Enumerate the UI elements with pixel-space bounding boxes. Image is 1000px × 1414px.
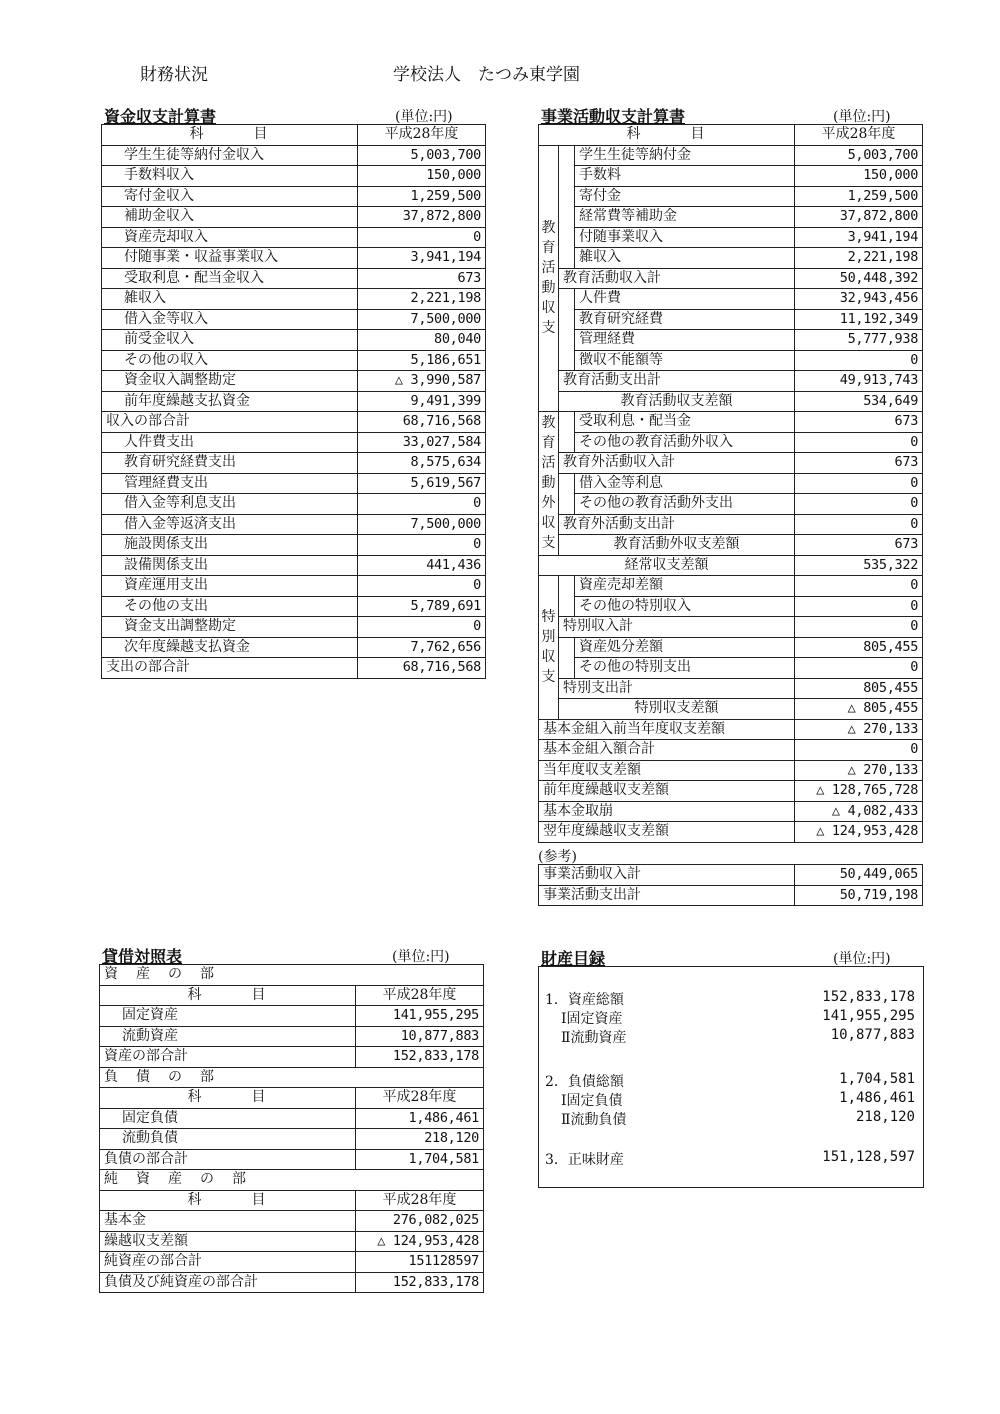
balance-row xyxy=(539,391,923,412)
liabilities-total-row-value: 1,704,581 xyxy=(356,1149,484,1170)
cash-flow-title: 資金収支計算書 xyxy=(104,107,217,126)
activity-title: 事業活動収支計算書 xyxy=(541,107,686,126)
summary-row xyxy=(539,801,923,822)
liabilities-section-header xyxy=(100,1067,484,1088)
item-value: 441,436 xyxy=(358,555,486,576)
reference-label: (参考) xyxy=(538,849,577,865)
summary-row xyxy=(539,719,923,740)
column-header-item: 科 目 xyxy=(539,125,795,146)
item-label: その他の特別収入 xyxy=(575,596,795,617)
summary-label: 基本金組入前当年度収支差額 xyxy=(539,719,795,740)
item-label: 前受金収入 xyxy=(102,330,358,351)
table-row xyxy=(100,1026,484,1047)
inventory-item-value: 151,128,597 xyxy=(822,1149,915,1165)
subtotal-value: 673 xyxy=(795,453,923,474)
item-label: 学生生徒等納付金収入 xyxy=(102,145,358,166)
item-label: 教育研究経費支出 xyxy=(102,453,358,474)
item-label: 人件費 xyxy=(575,289,795,310)
column-header-row xyxy=(100,1190,484,1211)
item-label: 繰越収支差額 xyxy=(100,1231,356,1252)
item-value: 1,486,461 xyxy=(356,1108,484,1129)
table-row xyxy=(102,432,486,453)
summary-label: 基本金組入額合計 xyxy=(539,740,795,761)
table-row xyxy=(539,166,923,187)
item-value: 7,500,000 xyxy=(358,309,486,330)
item-value: 8,575,634 xyxy=(358,453,486,474)
inventory-item-label: 1．資産総額 xyxy=(545,992,624,1008)
item-label: 次年度繰越支払資金 xyxy=(102,637,358,658)
item-value: 0 xyxy=(358,617,486,638)
subtotal-label: 教育活動支出計 xyxy=(559,371,795,392)
item-value: 150,000 xyxy=(795,166,923,187)
item-label: 借入金等返済支出 xyxy=(102,514,358,535)
table-row xyxy=(102,371,486,392)
subtotal-value: 50,448,392 xyxy=(795,268,923,289)
reference-value: 50,719,198 xyxy=(795,885,923,906)
item-label: 設備関係支出 xyxy=(102,555,358,576)
item-label: 寄付金収入 xyxy=(102,186,358,207)
item-value: 0 xyxy=(795,432,923,453)
item-value: 0 xyxy=(795,658,923,679)
item-label: 手数料 xyxy=(575,166,795,187)
table-row xyxy=(102,227,486,248)
table-row xyxy=(539,186,923,207)
item-label: 借入金等利息 xyxy=(575,473,795,494)
column-header-year: 平成28年度 xyxy=(356,1190,484,1211)
item-label: 雑収入 xyxy=(575,248,795,269)
table-row xyxy=(539,494,923,515)
item-value: 150,000 xyxy=(358,166,486,187)
balance-value: 534,649 xyxy=(795,391,923,412)
summary-row xyxy=(539,822,923,843)
item-value: 1,259,500 xyxy=(358,186,486,207)
summary-label: 基本金取崩 xyxy=(539,801,795,822)
table-row xyxy=(539,658,923,679)
table-row xyxy=(102,596,486,617)
table-row xyxy=(102,186,486,207)
table-row xyxy=(539,596,923,617)
item-label: 基本金 xyxy=(100,1211,356,1232)
subtotal-label: 特別支出計 xyxy=(559,678,795,699)
item-label: 資産売却収入 xyxy=(102,227,358,248)
column-header-year: 平成28年度 xyxy=(356,1088,484,1109)
table-row xyxy=(100,1108,484,1129)
table-row xyxy=(102,637,486,658)
item-value: 0 xyxy=(358,576,486,597)
table-row xyxy=(539,309,923,330)
balance-value: △ 805,455 xyxy=(795,699,923,720)
item-value: 276,082,025 xyxy=(356,1211,484,1232)
item-label: その他の教育活動外収入 xyxy=(575,432,795,453)
subtotal-value: 0 xyxy=(795,514,923,535)
item-value: 805,455 xyxy=(795,637,923,658)
summary-label: 翌年度繰越収支差額 xyxy=(539,822,795,843)
inventory-item-label: 3．正味財産 xyxy=(545,1152,624,1168)
net-assets-section-header-label: 純 資 産 の 部 xyxy=(100,1170,484,1191)
item-label: 借入金等収入 xyxy=(102,309,358,330)
item-label: 支出の部合計 xyxy=(102,658,358,679)
table-row xyxy=(102,350,486,371)
table-row xyxy=(539,412,923,433)
table-row xyxy=(102,145,486,166)
item-value: 2,221,198 xyxy=(358,289,486,310)
item-value: 5,186,651 xyxy=(358,350,486,371)
summary-value: △ 270,133 xyxy=(795,760,923,781)
assets-total-row xyxy=(100,1047,484,1068)
item-value: 3,941,194 xyxy=(795,227,923,248)
item-label: 雑収入 xyxy=(102,289,358,310)
subtotal-row xyxy=(539,268,923,289)
net-assets-section-header xyxy=(100,1170,484,1191)
reference-row xyxy=(539,885,923,906)
item-value: 0 xyxy=(358,494,486,515)
table-row xyxy=(100,1211,484,1232)
net-assets-total-row-value: 151128597 xyxy=(356,1252,484,1273)
table-row xyxy=(539,637,923,658)
reference-row xyxy=(539,865,923,886)
subtotal-row xyxy=(539,514,923,535)
subtotal-value: 49,913,743 xyxy=(795,371,923,392)
item-label: その他の特別支出 xyxy=(575,658,795,679)
summary-row xyxy=(539,760,923,781)
item-value: 673 xyxy=(358,268,486,289)
liabilities-total-row xyxy=(100,1149,484,1170)
item-label: 流動資産 xyxy=(100,1026,356,1047)
item-label: その他の教育活動外支出 xyxy=(575,494,795,515)
item-label: 資金支出調整勘定 xyxy=(102,617,358,638)
item-label: 資産処分差額 xyxy=(575,637,795,658)
balance-row xyxy=(539,535,923,556)
inventory-box xyxy=(538,966,924,1188)
grand-total-row-label: 負債及び純資産の部合計 xyxy=(100,1272,356,1293)
page-heading-school: 学校法人 たつみ東学園 xyxy=(393,65,580,85)
table-row xyxy=(102,412,486,433)
balance-value: 673 xyxy=(795,535,923,556)
item-value: 5,003,700 xyxy=(795,145,923,166)
balance-sheet-unit: (単位:円) xyxy=(392,949,450,965)
table-row xyxy=(102,576,486,597)
table-row xyxy=(102,453,486,474)
liabilities-section-header-label: 負 債 の 部 xyxy=(100,1067,484,1088)
item-label: その他の支出 xyxy=(102,596,358,617)
item-value: 0 xyxy=(358,535,486,556)
summary-label: 当年度収支差額 xyxy=(539,760,795,781)
ordinary-balance-row xyxy=(539,555,923,576)
subtotal-label: 特別収入計 xyxy=(559,617,795,638)
item-value: 10,877,883 xyxy=(356,1026,484,1047)
balance-label: 教育活動外収支差額 xyxy=(559,535,795,556)
reference-table xyxy=(538,864,923,906)
item-value: 141,955,295 xyxy=(356,1006,484,1027)
item-label: 経常費等補助金 xyxy=(575,207,795,228)
subtotal-label: 教育外活動収入計 xyxy=(559,453,795,474)
column-header-year: 平成28年度 xyxy=(356,985,484,1006)
assets-total-row-value: 152,833,178 xyxy=(356,1047,484,1068)
item-label: 固定負債 xyxy=(100,1108,356,1129)
column-header-item: 科 目 xyxy=(102,125,358,146)
page-heading-left: 財務状況 xyxy=(140,65,208,85)
inventory-item-value: 152,833,178 xyxy=(822,989,915,1005)
table-row xyxy=(539,227,923,248)
table-row xyxy=(100,1006,484,1027)
assets-total-row-label: 資産の部合計 xyxy=(100,1047,356,1068)
subtotal-label: 教育外活動支出計 xyxy=(559,514,795,535)
subtotal-label: 教育活動収入計 xyxy=(559,268,795,289)
reference-label: 事業活動収入計 xyxy=(539,865,795,886)
item-value: 218,120 xyxy=(356,1129,484,1150)
item-value: △ 3,990,587 xyxy=(358,371,486,392)
item-label: 管理経費支出 xyxy=(102,473,358,494)
summary-row xyxy=(539,740,923,761)
table-row xyxy=(102,391,486,412)
item-label: 人件費支出 xyxy=(102,432,358,453)
table-row xyxy=(102,617,486,638)
item-value: 80,040 xyxy=(358,330,486,351)
net-assets-total-row-label: 純資産の部合計 xyxy=(100,1252,356,1273)
table-row xyxy=(102,473,486,494)
table-row xyxy=(539,289,923,310)
table-row xyxy=(539,145,923,166)
item-value: 68,716,568 xyxy=(358,412,486,433)
subtotal-row xyxy=(539,617,923,638)
item-label: 学生生徒等納付金 xyxy=(575,145,795,166)
item-value: 3,941,194 xyxy=(358,248,486,269)
education-group-label: 教育活動収支 xyxy=(539,145,559,412)
item-label: 補助金収入 xyxy=(102,207,358,228)
balance-sheet-title: 貸借対照表 xyxy=(102,947,183,966)
item-value: 5,003,700 xyxy=(358,145,486,166)
item-value: 7,500,000 xyxy=(358,514,486,535)
cash-flow-header-row xyxy=(102,125,486,146)
column-header-item: 科 目 xyxy=(100,985,356,1006)
table-row xyxy=(102,555,486,576)
reference-value: 50,449,065 xyxy=(795,865,923,886)
column-header-row xyxy=(100,985,484,1006)
inventory-item-value: 218,120 xyxy=(855,1109,915,1125)
column-header-item: 科 目 xyxy=(100,1190,356,1211)
item-value: 0 xyxy=(795,576,923,597)
item-value: 7,762,656 xyxy=(358,637,486,658)
inventory-item-value: 10,877,883 xyxy=(830,1027,915,1043)
item-label: 受取利息・配当金収入 xyxy=(102,268,358,289)
table-row xyxy=(539,330,923,351)
item-value: 33,027,584 xyxy=(358,432,486,453)
inventory-title: 財産目録 xyxy=(541,949,606,968)
special-group-label: 特別収支 xyxy=(539,576,559,720)
column-header-year: 平成28年度 xyxy=(358,125,486,146)
item-value: 5,619,567 xyxy=(358,473,486,494)
item-label: 資金収入調整勘定 xyxy=(102,371,358,392)
item-label: 受取利息・配当金 xyxy=(575,412,795,433)
table-row xyxy=(102,289,486,310)
item-value: 5,789,691 xyxy=(358,596,486,617)
table-row xyxy=(102,494,486,515)
net-assets-total-row xyxy=(100,1252,484,1273)
inventory-item-value: 1,704,581 xyxy=(839,1071,915,1087)
inventory-item-label: 2．負債総額 xyxy=(545,1074,624,1090)
ordinary-balance-label: 経常収支差額 xyxy=(539,555,795,576)
inventory-item-value: 1,486,461 xyxy=(839,1090,915,1106)
item-label: その他の収入 xyxy=(102,350,358,371)
item-value: 0 xyxy=(795,350,923,371)
table-row xyxy=(102,309,486,330)
item-label: 管理経費 xyxy=(575,330,795,351)
subtotal-row xyxy=(539,371,923,392)
item-value: 11,192,349 xyxy=(795,309,923,330)
table-row xyxy=(539,248,923,269)
liabilities-total-row-label: 負債の部合計 xyxy=(100,1149,356,1170)
summary-value: 0 xyxy=(795,740,923,761)
table-row xyxy=(539,350,923,371)
subtotal-value: 0 xyxy=(795,617,923,638)
balance-label: 教育活動収支差額 xyxy=(559,391,795,412)
balance-label: 特別収支差額 xyxy=(559,699,795,720)
table-row xyxy=(102,330,486,351)
assets-section-header-label: 資 産 の 部 xyxy=(100,965,484,986)
item-value: 32,943,456 xyxy=(795,289,923,310)
assets-section-header xyxy=(100,965,484,986)
cash-flow-unit: (単位:円) xyxy=(395,109,453,125)
item-label: 寄付金 xyxy=(575,186,795,207)
item-label: 収入の部合計 xyxy=(102,412,358,433)
table-row xyxy=(102,248,486,269)
item-label: 前年度繰越支払資金 xyxy=(102,391,358,412)
activity-header-row xyxy=(539,125,923,146)
item-value: 1,259,500 xyxy=(795,186,923,207)
item-value: 2,221,198 xyxy=(795,248,923,269)
table-row xyxy=(539,432,923,453)
item-label: 資産売却差額 xyxy=(575,576,795,597)
summary-label: 前年度繰越収支差額 xyxy=(539,781,795,802)
table-row xyxy=(102,658,486,679)
cash-flow-table xyxy=(101,124,486,679)
item-value: 0 xyxy=(358,227,486,248)
item-label: 手数料収入 xyxy=(102,166,358,187)
inventory-item-label: Ⅰ固定資産 xyxy=(561,1011,623,1027)
table-row xyxy=(539,207,923,228)
balance-sheet-table xyxy=(99,964,484,1293)
column-header-row xyxy=(100,1088,484,1109)
item-label: 教育研究経費 xyxy=(575,309,795,330)
indent-spacer xyxy=(559,289,575,371)
subtotal-row xyxy=(539,678,923,699)
summary-value: △ 4,082,433 xyxy=(795,801,923,822)
indent-spacer xyxy=(559,637,575,678)
table-row xyxy=(102,535,486,556)
item-value: 0 xyxy=(795,473,923,494)
item-value: 68,716,568 xyxy=(358,658,486,679)
grand-total-row-value: 152,833,178 xyxy=(356,1272,484,1293)
item-value: 37,872,800 xyxy=(795,207,923,228)
inventory-item-value: 141,955,295 xyxy=(822,1008,915,1024)
table-row xyxy=(539,473,923,494)
grand-total-row xyxy=(100,1272,484,1293)
activity-unit: (単位:円) xyxy=(833,109,891,125)
item-value: 9,491,399 xyxy=(358,391,486,412)
table-row xyxy=(102,268,486,289)
item-label: 資産運用支出 xyxy=(102,576,358,597)
item-value: 0 xyxy=(795,596,923,617)
item-value: 5,777,938 xyxy=(795,330,923,351)
table-row xyxy=(100,1129,484,1150)
item-label: 付随事業収入 xyxy=(575,227,795,248)
item-value: 673 xyxy=(795,412,923,433)
activity-table xyxy=(538,124,923,843)
indent-spacer xyxy=(559,473,575,514)
table-row xyxy=(539,576,923,597)
table-row xyxy=(100,1231,484,1252)
indent-spacer xyxy=(559,576,575,617)
item-value: 0 xyxy=(795,494,923,515)
subtotal-value: 805,455 xyxy=(795,678,923,699)
column-header-year: 平成28年度 xyxy=(795,125,923,146)
item-label: 徴収不能額等 xyxy=(575,350,795,371)
inventory-unit: (単位:円) xyxy=(833,951,891,967)
table-row xyxy=(102,207,486,228)
item-label: 施設関係支出 xyxy=(102,535,358,556)
table-row xyxy=(102,166,486,187)
item-label: 借入金等利息支出 xyxy=(102,494,358,515)
summary-value: △ 124,953,428 xyxy=(795,822,923,843)
item-label: 流動負債 xyxy=(100,1129,356,1150)
item-value: 37,872,800 xyxy=(358,207,486,228)
inventory-item-label: Ⅰ固定負債 xyxy=(561,1093,623,1109)
indent-spacer xyxy=(559,412,575,453)
ordinary-balance-value: 535,322 xyxy=(795,555,923,576)
balance-row xyxy=(539,699,923,720)
table-row xyxy=(102,514,486,535)
subtotal-row xyxy=(539,453,923,474)
inventory-item-label: Ⅱ流動資産 xyxy=(561,1030,627,1046)
non-education-group-label: 教育活動外収支 xyxy=(539,412,559,556)
summary-value: △ 270,133 xyxy=(795,719,923,740)
indent-spacer xyxy=(559,145,575,268)
summary-value: △ 128,765,728 xyxy=(795,781,923,802)
inventory-item-label: Ⅱ流動負債 xyxy=(561,1112,627,1128)
reference-label: 事業活動支出計 xyxy=(539,885,795,906)
column-header-item: 科 目 xyxy=(100,1088,356,1109)
item-label: 固定資産 xyxy=(100,1006,356,1027)
item-label: 付随事業・収益事業収入 xyxy=(102,248,358,269)
summary-row xyxy=(539,781,923,802)
item-value: △ 124,953,428 xyxy=(356,1231,484,1252)
